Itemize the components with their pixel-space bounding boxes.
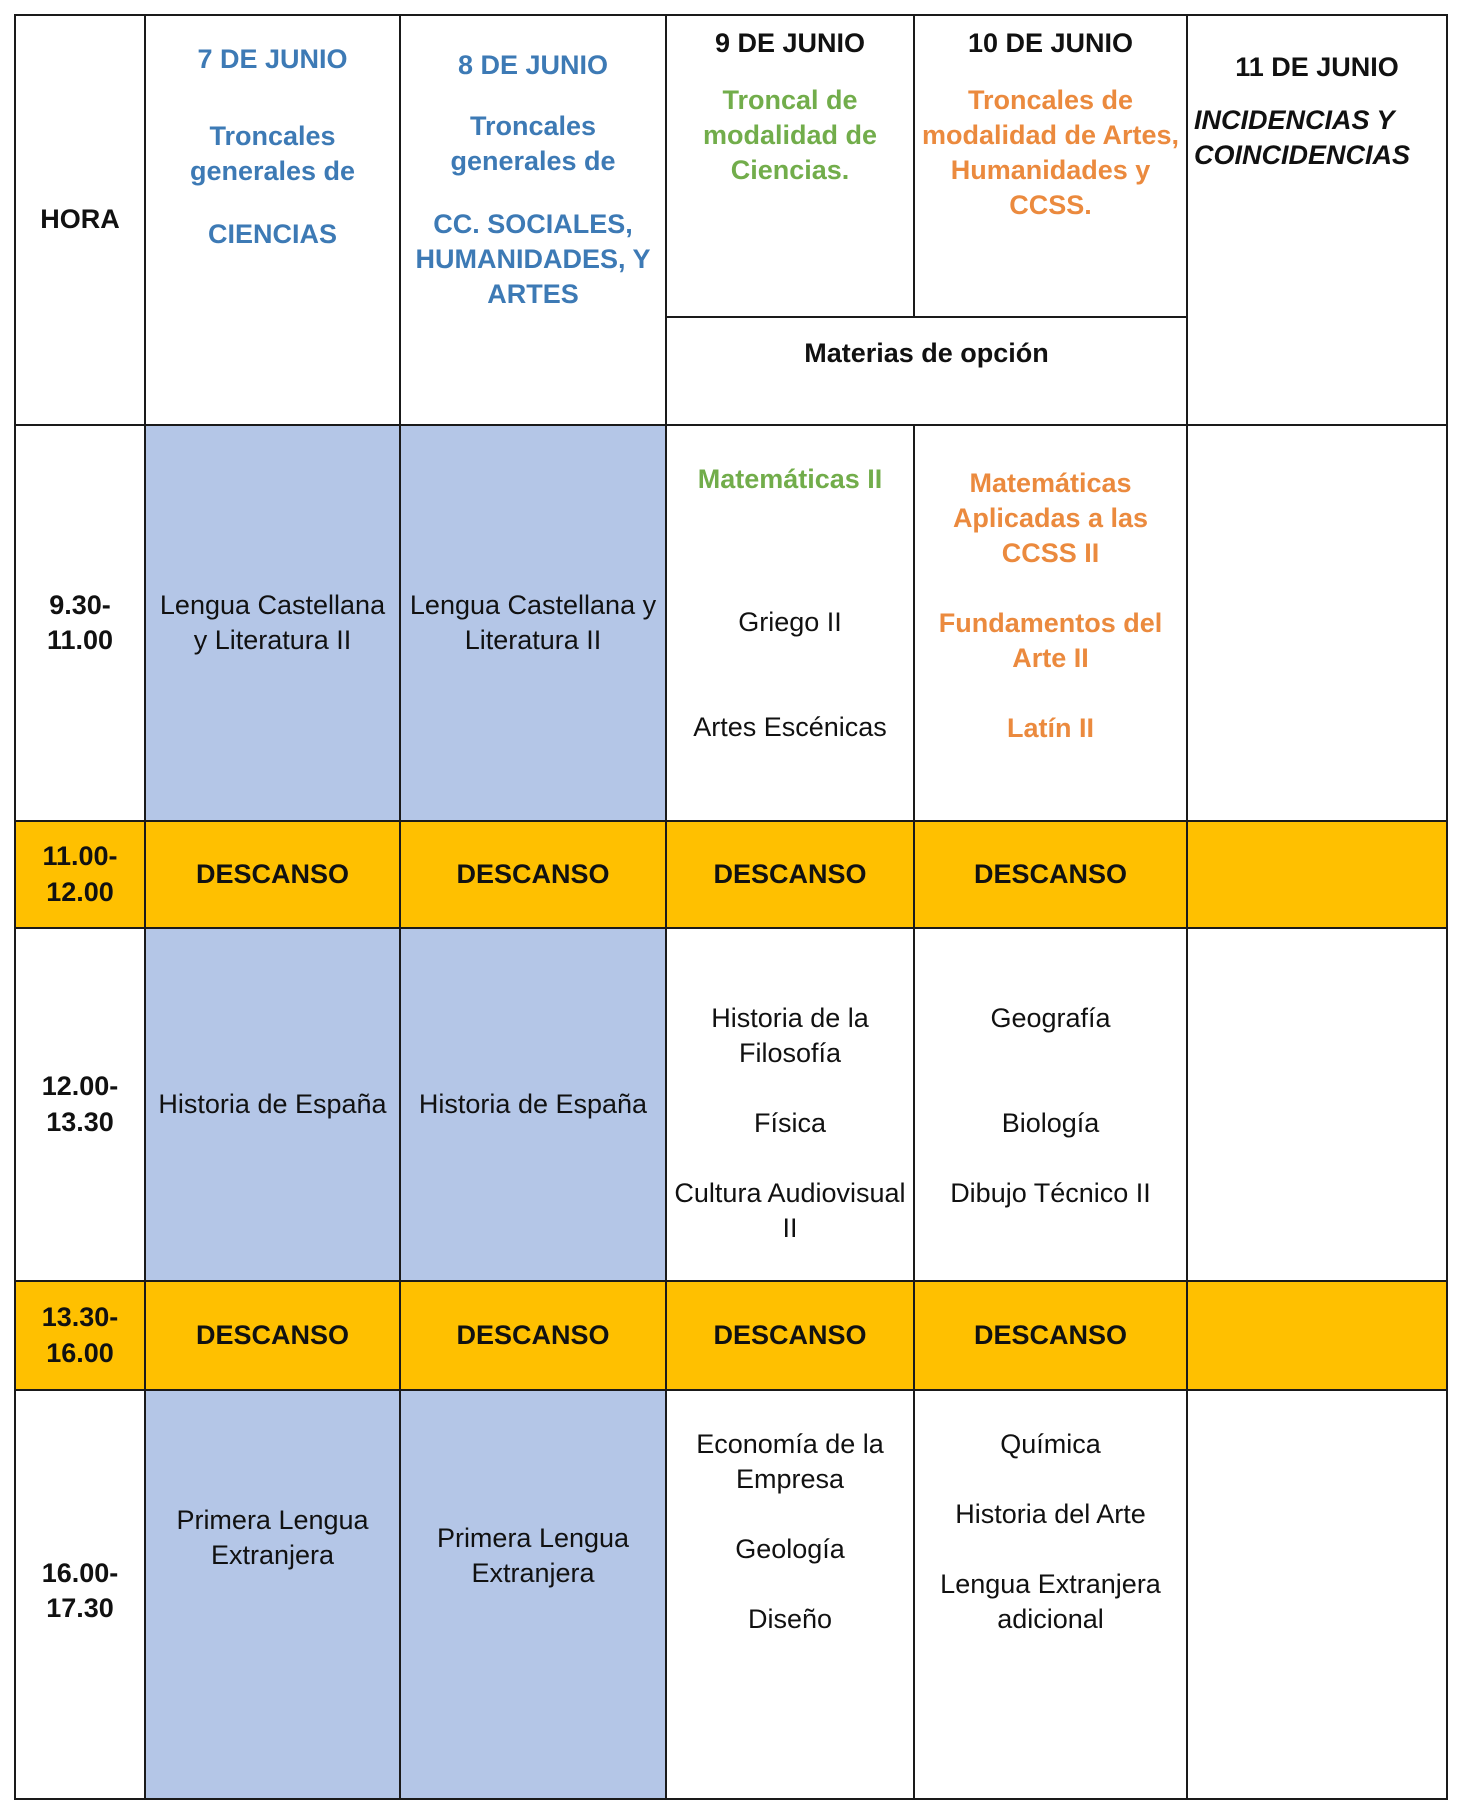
time-cell: 12.00- 13.30 <box>15 928 145 1281</box>
day4-subjects <box>914 928 1187 1281</box>
time-row-3 <box>15 1390 1447 1799</box>
day4-subjects <box>914 425 1187 821</box>
day1-subject: Primera Lengua Extranjera <box>145 1390 400 1799</box>
day5-empty <box>1187 425 1447 821</box>
day4-option: Biología <box>1001 1108 1100 1139</box>
break-row-1 <box>15 821 1447 928</box>
break-label: DESCANSO <box>400 821 666 928</box>
day3-option: Artes Escénicas <box>693 712 887 743</box>
day1-subject: Historia de España <box>145 928 400 1281</box>
break-label: DESCANSO <box>914 821 1187 928</box>
day1-subtitle: Troncales generales de <box>189 121 356 187</box>
day3-subjects <box>666 425 914 821</box>
exam-schedule-table <box>14 14 1448 1800</box>
day2-subject: Primera Lengua Extranjera <box>400 1390 666 1799</box>
break-label: DESCANSO <box>666 821 914 928</box>
day3-main-subject: Matemáticas II <box>697 464 883 494</box>
day2-subject: Historia de España <box>400 928 666 1281</box>
day3-header <box>666 15 914 317</box>
day3-date: 9 DE JUNIO <box>714 28 866 58</box>
day3-subtitle: Troncal de modalidad de Ciencias. <box>702 85 878 186</box>
break-label: DESCANSO <box>666 1281 914 1390</box>
time-cell: 9.30- 11.00 <box>15 425 145 821</box>
day3-subjects <box>666 1390 914 1799</box>
day4-option: Historia del Arte <box>955 1499 1146 1530</box>
break-label: DESCANSO <box>400 1281 666 1390</box>
day3-option: Cultura Audiovisual II <box>674 1178 906 1244</box>
day3-option: Economía de la Empresa <box>696 1429 884 1495</box>
day4-option: Lengua Extranjera adicional <box>940 1569 1161 1635</box>
day5-subtitle: INCIDENCIAS Y COINCIDENCIAS <box>1194 105 1411 171</box>
materias-opcion: Materias de opción <box>666 317 1187 425</box>
day2-date: 8 DE JUNIO <box>457 50 609 80</box>
day4-option: Latín II <box>1007 713 1094 744</box>
day1-date: 7 DE JUNIO <box>197 44 348 74</box>
break-row-2 <box>15 1281 1447 1390</box>
day4-subjects <box>914 1390 1187 1799</box>
day5-empty <box>1187 1281 1447 1390</box>
day3-option: Física <box>753 1108 826 1139</box>
day4-option: Fundamentos del Arte II <box>938 608 1163 674</box>
break-label: DESCANSO <box>145 1281 400 1390</box>
hora-header: HORA <box>15 15 145 425</box>
day5-date: 11 DE JUNIO <box>1235 52 1399 82</box>
day2-subject: Lengua Castellana y Literatura II <box>400 425 666 821</box>
day1-subject: Lengua Castellana y Literatura II <box>145 425 400 821</box>
day4-option: Geografía <box>990 1003 1111 1033</box>
time-row-1 <box>15 425 1447 821</box>
day4-header <box>914 15 1187 317</box>
day5-empty <box>1187 928 1447 1281</box>
time-cell: 13.30- 16.00 <box>15 1281 145 1390</box>
day5-empty <box>1187 1390 1447 1799</box>
day2-group: CC. SOCIALES, HUMANIDADES, Y ARTES <box>415 209 651 310</box>
day3-option: Geología <box>735 1534 845 1565</box>
day4-option: Química <box>1000 1429 1101 1459</box>
day1-header <box>145 15 400 425</box>
header-row-top <box>15 15 1447 317</box>
day5-header <box>1187 15 1447 425</box>
day4-option: Dibujo Técnico II <box>950 1178 1151 1209</box>
day3-option: Historia de la Filosofía <box>711 1003 869 1069</box>
day4-date: 10 DE JUNIO <box>967 28 1134 58</box>
day4-subtitle: Troncales de modalidad de Artes, Humanidades y CCSS. <box>921 85 1180 221</box>
day2-subtitle: Troncales generales de <box>450 111 616 177</box>
day3-option: Griego II <box>738 607 842 638</box>
time-row-2 <box>15 928 1447 1281</box>
day3-subjects <box>666 928 914 1281</box>
day1-group: CIENCIAS <box>207 219 337 250</box>
day2-header <box>400 15 666 425</box>
day4-option: Matemáticas Aplicadas a las CCSS II <box>952 468 1149 569</box>
break-label: DESCANSO <box>914 1281 1187 1390</box>
day3-option: Diseño <box>747 1604 833 1635</box>
break-label: DESCANSO <box>145 821 400 928</box>
time-cell: 11.00- 12.00 <box>15 821 145 928</box>
day5-empty <box>1187 821 1447 928</box>
time-cell: 16.00- 17.30 <box>15 1390 145 1799</box>
